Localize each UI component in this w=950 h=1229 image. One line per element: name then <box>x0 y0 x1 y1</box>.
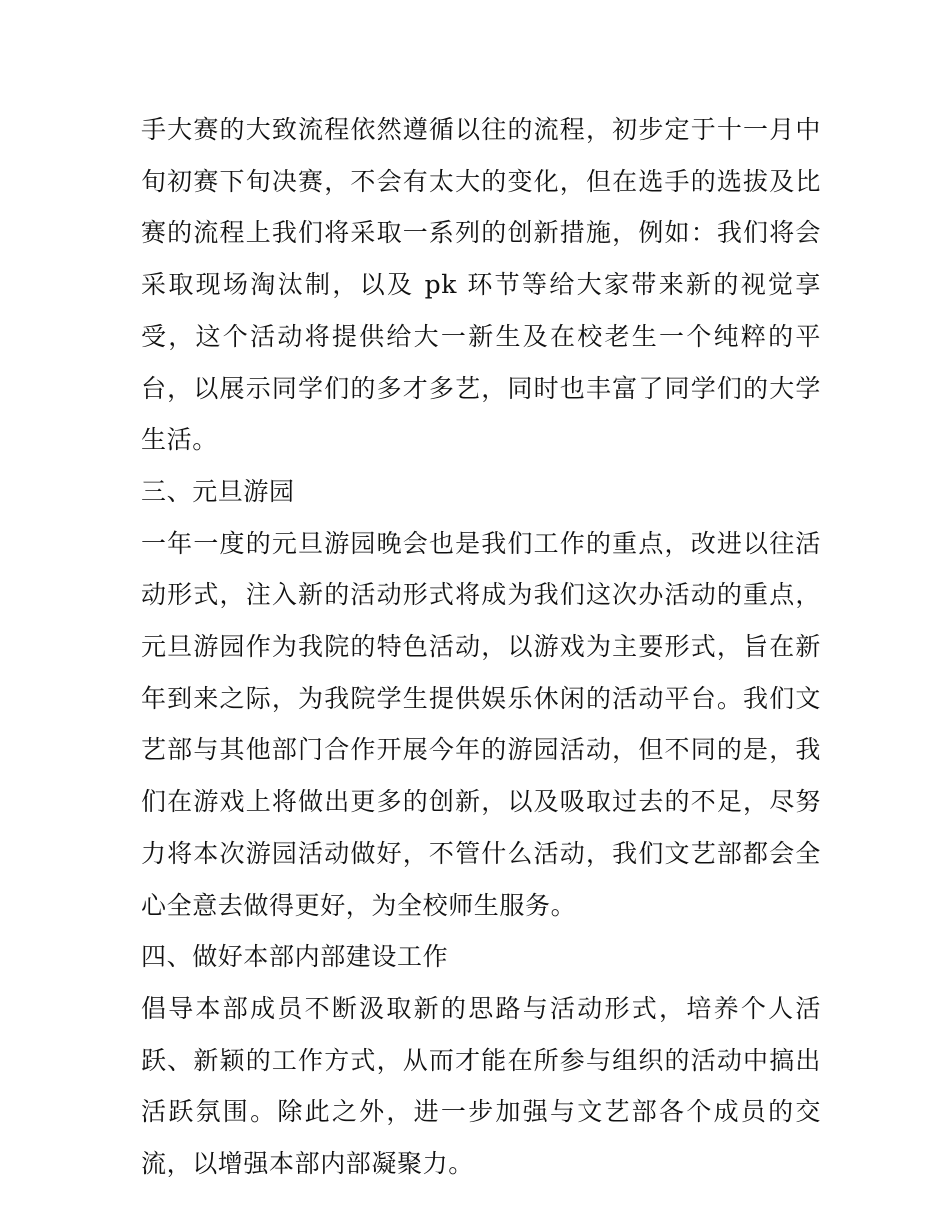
document-body <box>141 104 821 1190</box>
section-heading-new-year-fair: 三、元旦游园 <box>141 476 295 506</box>
paragraph-internal-building: 倡导本部成员不断汲取新的思路与活动形式，培养个人活跃、新颖的工作方式，从而才能在所参与组织的活动中搞出活跃氛围。除此之外，进一步加强与文艺部各个成员的交流，以增强本部内部凝聚力。 <box>141 993 821 1179</box>
paragraph-new-year-fair: 一年一度的元旦游园晚会也是我们工作的重点，改进以往活动形式，注入新的活动形式将成为我们这次办活动的重点，元旦游园作为我院的特色活动，以游戏为主要形式，旨在新年到来之际，为我院学生提供娱乐休闲的活动平台。我们文艺部与其他部门合作开展今年的游园活动，但不同的是，我们在游戏上将做出更多的创新，以及吸取过去的不足，尽努力将本次游园活动做好，不管什么活动，我们文艺部都会全心全意去做得更好，为全校师生服务。 <box>141 528 821 920</box>
section-heading-internal-building: 四、做好本部内部建设工作 <box>141 942 449 972</box>
paragraph-singer-contest: 手大赛的大致流程依然遵循以往的流程，初步定于十一月中旬初赛下旬决赛，不会有太大的变化，但在选手的选拔及比赛的流程上我们将采取一系列的创新措施，例如：我们将会采取现场淘汰制，以及 pk 环节等给大家带来新的视觉享受，这个活动将提供给大一新生及在校老生一个纯粹的平台，以展示同学们的多才多艺，同时也丰富了同学们的大学生活。 <box>141 115 821 455</box>
